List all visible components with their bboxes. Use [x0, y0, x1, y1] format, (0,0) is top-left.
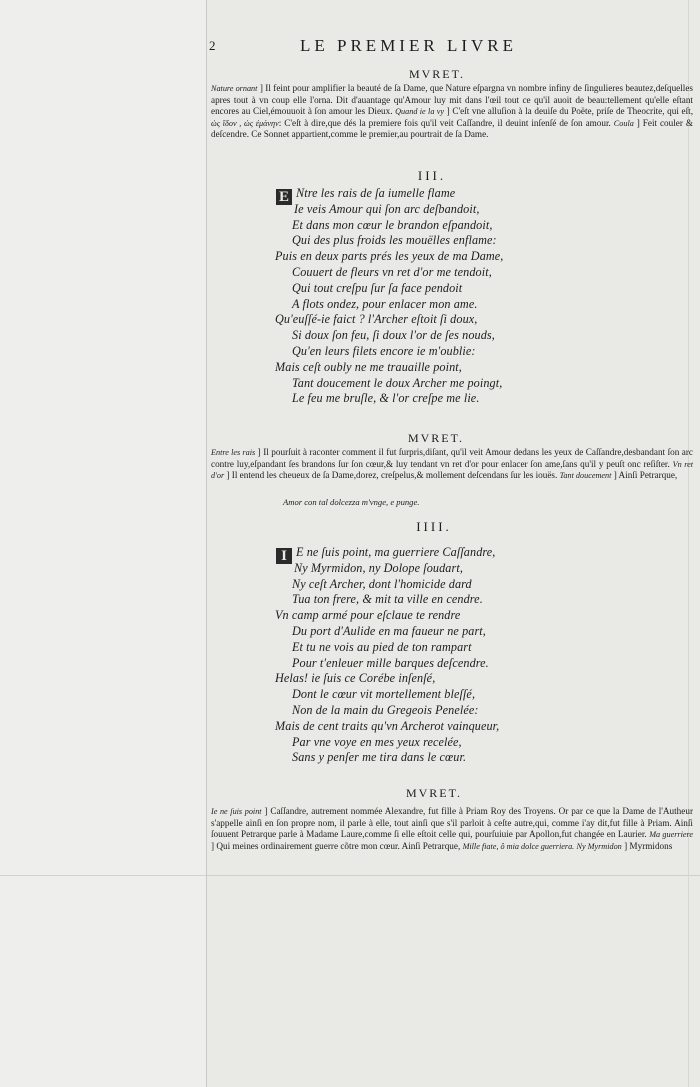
- sonnet-4-line: Mais de cent traits qu'vn Archerot vainqueur,: [275, 718, 500, 733]
- commentary-2-text-2: ] Il entend les cheueux de ſa Dame,dorez, creſpelus,& mollement deſcendans ſur les iouës.: [226, 470, 558, 481]
- commentary-2-label-2: Vn ret d'or: [211, 459, 693, 481]
- sonnet-3-line: Ntre les rais de ſa iumelle flame: [296, 186, 456, 200]
- sonnet-3-line: A flots ondez, pour enlacer mon ame.: [292, 296, 478, 311]
- sonnet-4-line: Vn camp armé pour eſclaue te rendre: [275, 608, 461, 623]
- sonnet-4-line: Dont le cœur vit mortellement bleſſé,: [292, 687, 476, 702]
- sonnet-3-line: Qu'en leurs filets encore ie m'oublie:: [292, 343, 476, 358]
- commentary-3: [211, 806, 693, 852]
- sonnet-4-line: Non de la main du Gregeois Penelée:: [292, 702, 479, 717]
- sonnet-3-line: Mais ceſt oubly ne me trauaille point,: [275, 359, 462, 374]
- page-bottom-rule: [207, 875, 700, 876]
- sonnet-4: [275, 545, 499, 766]
- commentary-1-label-3: ὡς ἴδον , ὡς ἐμάνην: [211, 118, 279, 128]
- left-margin: [0, 0, 206, 1087]
- sonnet-3-line: Qu'euſſé-ie faict ? l'Archer eſtoit ſi doux,: [275, 312, 478, 327]
- commentary-3-citation: Mille fiate, ô mia dolce guerriera.: [462, 841, 575, 851]
- commentary-1-text-3: : C'eſt à dire,que dés la premiere fois qu'il veit Caſſandre, il deuint inſenſé de ſon amour.: [278, 117, 611, 128]
- sonnet-3-line: Le feu me bruſle, & l'or creſpe me lie.: [292, 391, 480, 406]
- sonnet-3-dropcap: E: [275, 188, 293, 206]
- sonnet-3-line: Qui des plus froids les mouëlles enflame:: [292, 233, 497, 248]
- sonnet-4-line: Ny Myrmidon, ny Dolope ſoudart,: [294, 560, 463, 575]
- commentary-1-text-1: ] Il feint pour amplifier la beauté de ſa Dame, que Nature eſpargna vn nombre infiny de ſingulieres beautez,deſquelles apres tout à vn coup elle l'orna. Dit d'auantage qu'Amour luy mit dans l'œil tout ce qu'il auoit de beau:tellement qu'elle eſtant encores au Ciel,émouuoit à ſon amour les Dieux.: [211, 83, 694, 117]
- commentary-2: [211, 447, 693, 482]
- commentary-heading-2: MVRET.: [407, 431, 465, 445]
- running-header: [207, 36, 700, 56]
- commentary-2-text-3: ] Ainſi Petrarque,: [613, 470, 678, 481]
- sonnet-3: [275, 186, 503, 407]
- sonnet-4-line: Par vne voye en mes yeux recelée,: [292, 734, 462, 749]
- sonnet-4-line: Pour t'enleuer mille barques deſcendre.: [292, 655, 489, 670]
- petrarch-quote-1: Amor con tal dolcezza m'vnge, e punge.: [283, 497, 420, 507]
- sonnet-3-number: III.: [417, 168, 447, 183]
- sonnet-4-dropcap: I: [275, 547, 293, 565]
- commentary-3-label-1: Ie ne ſuis point: [211, 807, 262, 816]
- sonnet-4-line: Sans y penſer me tira dans le cœur.: [292, 750, 467, 765]
- commentary-1-text-2: ] C'eſt vne alluſion à la deuiſe du Poëte, priſe de Theocrite, qui eſt,: [446, 106, 693, 117]
- sonnet-4-line: Du port d'Aulide en ma faueur ne part,: [292, 623, 486, 638]
- commentary-1-text-4: ] Feit couler & deſcendre. Ce Sonnet appartient,comme le premier,au pourtrait de ſa Dame.: [211, 117, 694, 140]
- sonnet-4-line: Ny ceſt Archer, dont l'homicide dard: [292, 576, 472, 591]
- commentary-2-text-1: ] Il pourſuit à raconter comment il fut ſurpris,diſant, qu'il veit Amour dedans les yeux de Caſſandre,desbandant ſon arc contre luy,eſpandant ſes brandons ſur ſon cœur,& luy tendant vn ret d'or pour enlacer ſon ame,ſans qu'il y peuſt onc reſiſter.: [211, 447, 693, 469]
- sonnet-4-line: Helas! ie ſuis ce Corébe inſenſé,: [275, 671, 436, 686]
- commentary-2-label-1: Entre les rais: [211, 448, 256, 457]
- sonnet-3-line: Et dans mon cœur le brandon eſpandoit,: [292, 217, 493, 232]
- commentary-2-label-3: Tant doucement: [559, 471, 612, 481]
- commentary-1-label-1: Nature ornant: [211, 84, 258, 93]
- running-title: LE PREMIER LIVRE: [300, 36, 517, 55]
- sonnet-3-line: Si doux ſon feu, ſi doux l'or de ſes nouds,: [292, 328, 495, 343]
- sonnet-3-line: Puis en deux parts prés les yeux de ma Dame,: [275, 249, 504, 264]
- commentary-heading-3: MVRET.: [405, 786, 463, 800]
- margin-bottom-rule: [0, 875, 206, 876]
- commentary-heading-1: MVRET.: [408, 67, 466, 81]
- sonnet-4-line: Et tu ne vois au pied de ton rampart: [292, 639, 472, 654]
- commentary-1-label-2: Quand ie la vy: [395, 107, 445, 117]
- commentary-3-text-4: ] Myrmidons: [624, 840, 673, 851]
- sonnet-3-line: Tant doucement le doux Archer me poingt,: [292, 375, 503, 390]
- sonnet-4-number: IIII.: [416, 519, 452, 534]
- sonnet-4-line: E ne ſuis point, ma guerriere Caſſandre,: [296, 545, 496, 559]
- commentary-1-label-4: Coula: [613, 118, 634, 128]
- commentary-3-text-2: ] Qui meines ordinairement guerre cõtre mon cœur. Ainſi Petrarque,: [211, 840, 461, 851]
- sonnet-3-line: Qui tout creſpu ſur ſa face pendoit: [292, 280, 463, 295]
- book-page: [207, 0, 700, 1087]
- page-number: 2: [209, 38, 216, 53]
- commentary-3-text-1: ] Caſſandre, autrement nommée Alexandre, fut fille à Priam Roy des Troyens. Or par ce que la Dame de l'Autheur s'appelle ainſi en ſon propre nom, il parle à elle, tout ainſi que s'il parloit à ceſte autre,qui, comme i'ay dit,fut fille à Priam. Ainſi ſouuent Petrarque parle à Madame Laure,comme ſi elle eſtoit celle qui, pourſuiuie par Apollon,fut changée en Laurier.: [211, 806, 694, 840]
- commentary-3-label-4: Ny Myrmidon: [576, 841, 622, 851]
- page-edge-line: [688, 0, 689, 1087]
- sonnet-3-line: Ie veis Amour qui ſon arc deſbandoit,: [294, 201, 480, 216]
- sonnet-4-line: Tua ton frere, & mit ta ville en cendre.: [292, 592, 483, 607]
- commentary-1: [211, 83, 693, 141]
- commentary-3-label-2: Ma guerriere: [649, 830, 694, 840]
- sonnet-3-line: Couuert de fleurs vn ret d'or me tendoit,: [292, 264, 492, 279]
